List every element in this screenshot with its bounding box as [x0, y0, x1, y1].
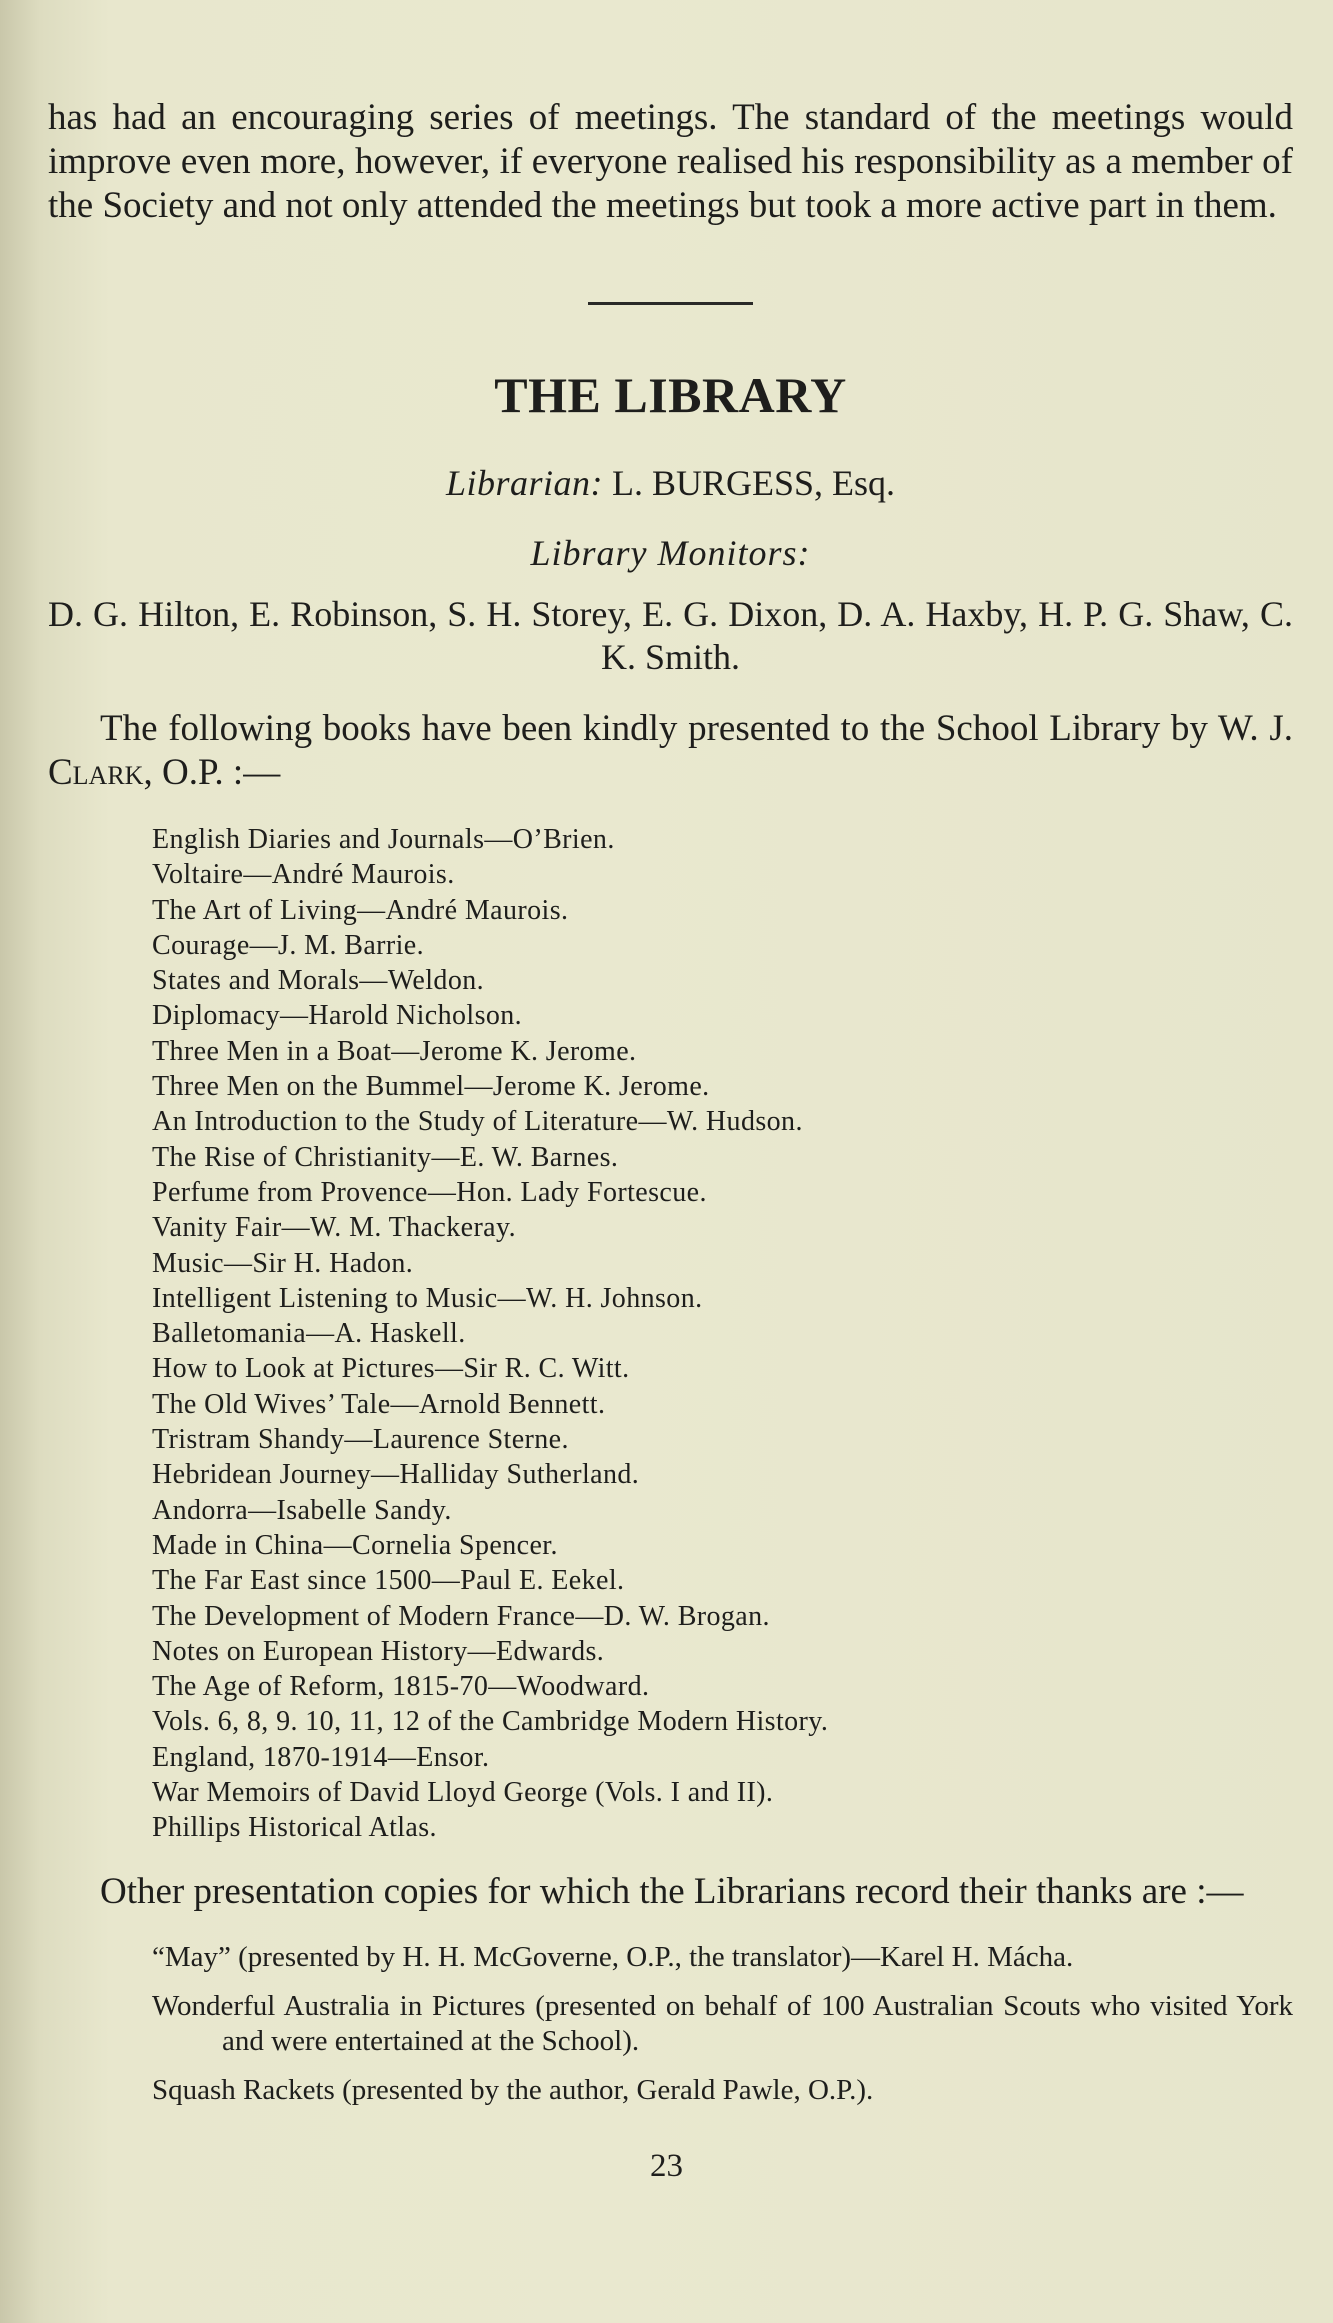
book-item: Made in China—Cornelia Spencer.	[152, 1529, 558, 1561]
book-item: Phillips Historical Atlas.	[152, 1812, 437, 1844]
book-item: Music—Sir H. Hadon.	[152, 1247, 414, 1279]
book-item: English Diaries and Journals—O’Brien.	[152, 824, 615, 855]
presented-books-list	[152, 822, 1293, 1846]
librarian-name: L. BURGESS, Esq.	[612, 463, 896, 503]
book-item: Tristram Shandy—Laurence Sterne.	[152, 1424, 569, 1456]
book-item: The Art of Living—André Maurois.	[152, 894, 569, 926]
librarian-line	[48, 461, 1293, 505]
intro-paragraph: has had an encouraging series of meetings. The standard of the meetings would improve even more, however, if everyone realised his responsibility as a member of the Society and not only attended the meetings but took a more active part in them.	[48, 97, 1293, 226]
book-item: Balletomania—A. Haskell.	[152, 1318, 466, 1350]
book-item: England, 1870-1914—Ensor.	[152, 1741, 490, 1773]
book-item: Andorra—Isabelle Sandy.	[152, 1494, 452, 1526]
other-copies-intro: Other presentation copies for which the Librarians record their thanks are :—	[100, 1870, 1244, 1912]
book-item: How to Look at Pictures—Sir R. C. Witt.	[152, 1353, 630, 1385]
donor-surname: Clark	[48, 752, 144, 793]
other-copy-item: Wonderful Australia in Pictures (presented on behalf of 100 Australian Scouts who visited York and were entertained at the School).	[152, 1989, 1293, 2057]
presented-books-intro	[48, 707, 1293, 795]
presented-intro-tail: , O.P. :—	[143, 752, 281, 793]
book-item: Intelligent Listening to Music—W. H. Johnson.	[152, 1282, 703, 1314]
other-copy-item: “May” (presented by H. H. McGoverne, O.P., the translator)—Karel H. Mácha.	[152, 1940, 1074, 1973]
book-item: The Age of Reform, 1815-70—Woodward.	[152, 1671, 650, 1703]
section-divider	[588, 302, 753, 305]
other-copies-list	[152, 1940, 1293, 2108]
book-item: Courage—J. M. Barrie.	[152, 929, 425, 961]
book-item: Three Men in a Boat—Jerome K. Jerome.	[152, 1035, 637, 1067]
book-item: Diplomacy—Harold Nicholson.	[152, 1000, 523, 1032]
monitors-names: D. G. Hilton, E. Robinson, S. H. Storey, E. G. Dixon, D. A. Haxby, H. P. G. Shaw, C. K. Smith.	[48, 594, 1293, 677]
book-item: States and Morals—Weldon.	[152, 965, 485, 997]
section-title: THE LIBRARY	[494, 367, 847, 423]
book-item: Three Men on the Bummel—Jerome K. Jerome.	[152, 1071, 710, 1103]
other-copy-item: Squash Rackets (presented by the author, Gerald Pawle, O.P.).	[152, 2073, 874, 2106]
page-content	[48, 96, 1293, 2122]
book-item: Notes on European History—Edwards.	[152, 1635, 605, 1667]
librarian-label: Librarian:	[445, 463, 603, 503]
book-item: Vanity Fair—W. M. Thackeray.	[152, 1212, 516, 1244]
presented-intro-text: The following books have been kindly presented to the School Library by W. J.	[100, 708, 1293, 749]
book-item: An Introduction to the Study of Literature—W. Hudson.	[152, 1106, 803, 1138]
book-item: The Development of Modern France—D. W. Brogan.	[152, 1600, 770, 1632]
book-item: The Rise of Christianity—E. W. Barnes.	[152, 1141, 619, 1173]
book-item: The Far East since 1500—Paul E. Eekel.	[152, 1565, 625, 1597]
book-item: Voltaire—André Maurois.	[152, 859, 455, 891]
book-item: Perfume from Provence—Hon. Lady Fortescue.	[152, 1176, 707, 1208]
book-item: War Memoirs of David Lloyd George (Vols. I and II).	[152, 1777, 774, 1809]
book-item: Vols. 6, 8, 9. 10, 11, 12 of the Cambridge Modern History.	[152, 1706, 829, 1738]
book-item: The Old Wives’ Tale—Arnold Bennett.	[152, 1388, 606, 1420]
page-number: 23	[650, 2148, 683, 2184]
monitors-heading: Library Monitors:	[530, 533, 811, 573]
book-item: Hebridean Journey—Halliday Sutherland.	[152, 1459, 640, 1491]
